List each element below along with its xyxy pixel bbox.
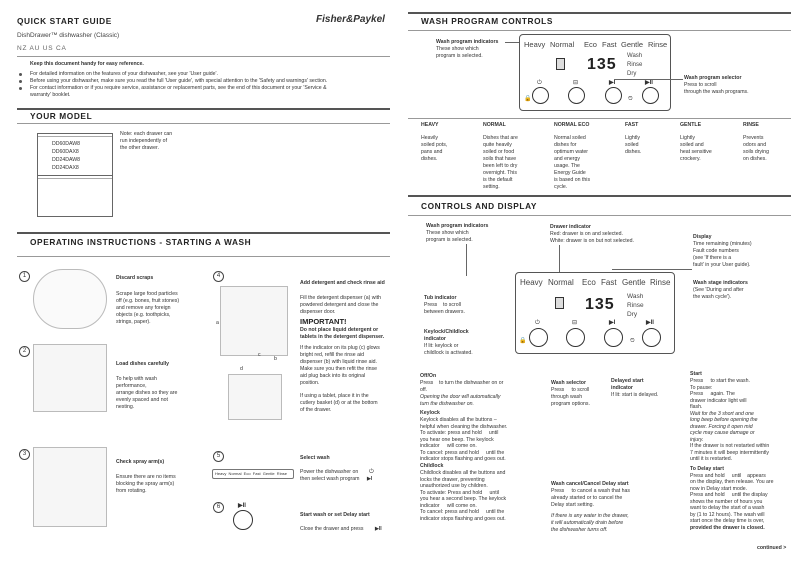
- tub-button[interactable]: [568, 87, 585, 104]
- ctl-select-icon: ▶I: [609, 320, 616, 326]
- operating-rule-bottom: [17, 256, 390, 257]
- ctl-offon-1: Press to turn the dishwasher on or: [420, 380, 504, 386]
- program-desc-line: soils drying: [743, 149, 769, 155]
- ctl-keylock-ind-title: Keylock/Childlock: [424, 329, 469, 335]
- operating-rule: [17, 232, 390, 234]
- step-4-line-3: dispenser door.: [300, 309, 336, 315]
- start-italic-line: long beep before opening the: [690, 417, 758, 423]
- start-pause-icon: ▶II: [238, 503, 246, 509]
- childlock-line: locks the drawer, preventing: [420, 476, 485, 483]
- ctl-offon-title: Off/On: [420, 373, 437, 379]
- program-desc-line: Lightly: [680, 135, 695, 141]
- start-italic-line: cycle may cause damage or: [690, 430, 755, 436]
- leader-line: [614, 79, 683, 80]
- prog-eco: Eco: [584, 40, 597, 49]
- program-desc-line: soiled and: [680, 142, 704, 148]
- program-desc-line: on dishes.: [743, 156, 767, 162]
- model-rule: [17, 108, 390, 110]
- ctl-wash-ind-title: Wash program indicators: [426, 223, 489, 229]
- operating-heading: OPERATING INSTRUCTIONS - STARTING A WASH: [30, 237, 252, 247]
- ctl-drawer-indicator-icon: [555, 297, 564, 309]
- selector-title: Wash program selector: [684, 75, 742, 81]
- brand-logo: Fisher&Paykel: [316, 14, 385, 25]
- intro-bullet-3-cont: warranty' booklet.: [30, 92, 71, 98]
- ctl-tub-button[interactable]: [566, 328, 585, 347]
- keylock-line: helpful when cleaning the dishwasher.: [420, 423, 508, 430]
- ctl-stage-wash: Wash: [627, 293, 644, 300]
- step-3-title: Check spray arm(s): [116, 459, 165, 465]
- ctl-lock-icon: 🔒: [519, 338, 527, 344]
- ctl-cancel-3: Delay start setting.: [551, 502, 594, 508]
- program-desc-line: setting.: [483, 184, 500, 190]
- step-5-line-1: Power the dishwasher on: [300, 469, 359, 475]
- program-desc-line: been left to dry: [483, 163, 518, 169]
- step-1-title: Discard scraps: [116, 275, 154, 281]
- step-1-line-5: strings, paper).: [116, 319, 151, 325]
- program-desc-line: Lightly: [625, 135, 640, 141]
- delay-line: by (1 to 12 hours). The wash will: [690, 511, 765, 518]
- important-line-1: Do not place liquid detergent or: [300, 327, 379, 333]
- tub-icon: ⊟: [573, 80, 579, 86]
- ctl-delay-ind-title: Delayed start: [611, 378, 644, 384]
- select-icon: ▶I: [367, 476, 373, 482]
- prog-gentle: Gentle: [621, 40, 644, 49]
- step-4-more-10: of the drawer.: [300, 407, 332, 413]
- step-6-line-1: Close the drawer and press: [300, 526, 364, 532]
- program-desc-line: is the default: [483, 177, 513, 183]
- ctl-wash-sel-2: through wash: [551, 394, 583, 400]
- step-4-more-6: position.: [300, 380, 320, 386]
- wash-select-button[interactable]: [605, 87, 622, 104]
- delay-line: now in Delay start mode.: [690, 485, 748, 492]
- model-2: DD60DAX8: [52, 149, 79, 155]
- spray-arm-illustration: [33, 447, 107, 527]
- start-pause-icon: ▶II: [645, 80, 653, 86]
- ctl-cancel-it-1: If there is any water in the drawer,: [551, 513, 629, 519]
- childlock-line: To cancel: press and hold until the: [420, 509, 505, 515]
- step-4-more-9: cutlery basket (d) or at the bottom: [300, 400, 378, 406]
- step-3-line-2: blocking the spray arm(s): [116, 481, 175, 487]
- ctl-tub-ind-title: Tub indicator: [424, 295, 457, 301]
- start-italic-line: Wait for the 3 short and one: [690, 410, 754, 417]
- program-desc-line: Energy Guide: [554, 170, 586, 176]
- program-desc-line: Dishes that are: [483, 135, 518, 141]
- select-icon: ▶I: [609, 80, 616, 86]
- ctl-wash-ind-2: program is selected.: [426, 237, 473, 243]
- ctl-keylock-ind-title2: indicator: [424, 336, 446, 342]
- controls-rule: [408, 215, 791, 216]
- ctl-wash-sel-1: Press to scroll: [551, 387, 590, 393]
- childlock-line: indicator stops flashing and goes out.: [420, 515, 506, 522]
- program-desc-line: optimum water: [554, 149, 589, 155]
- stage-wash: Wash: [627, 53, 643, 59]
- ctl-tub-ind-2: between drawers.: [424, 309, 465, 315]
- ctl-keylock-title: Keylock: [420, 410, 440, 416]
- program-desc-line: overnight. This: [483, 170, 517, 176]
- start-more-line: 7 minutes it will beep intermittently: [690, 449, 769, 456]
- program-name: HEAVY: [421, 122, 439, 128]
- program-desc-line: crockery.: [680, 156, 701, 162]
- program-name: FAST: [625, 122, 639, 128]
- prog-heavy: Heavy: [524, 40, 546, 49]
- start-button[interactable]: [642, 87, 659, 104]
- step-4-more-1: If the indicator on its plug (c) glows: [300, 345, 380, 351]
- label-a: a: [216, 320, 219, 326]
- step-5-number: 5: [213, 451, 224, 462]
- step-5-line-2: then select wash program: [300, 476, 360, 482]
- intro-bullet-1: For detailed information on the features of your dishwasher, see your 'User guide'.: [30, 71, 218, 77]
- ctl-offon-it-1: Opening the door will automatically: [420, 394, 501, 400]
- childlock-line: indicator will come on.: [420, 502, 477, 509]
- model-note-2: run independently of: [120, 138, 168, 144]
- step-2-line-4: evenly spaced and not: [116, 397, 168, 403]
- delay-line: shows the number of hours you: [690, 498, 763, 505]
- step-1-line-2: off (e.g. bones, fruit stones): [116, 298, 180, 304]
- ctl-power-button[interactable]: [529, 328, 548, 347]
- step-1-line-3: and remove any foreign: [116, 305, 171, 311]
- program-name: NORMAL ECO: [554, 122, 590, 128]
- guide-title: QUICK START GUIDE: [17, 16, 112, 26]
- start-button-illustration: [233, 510, 253, 530]
- ctl-power-icon: ⏻: [535, 320, 540, 326]
- ctl-stage-ind-title: Wash stage indicators: [693, 280, 748, 286]
- delay-title: To Delay start: [690, 465, 724, 472]
- indicators-text-1: These show which: [436, 46, 479, 52]
- step-4-more-8: If using a tablet, place it in the: [300, 393, 369, 399]
- program-desc-line: and energy: [554, 156, 580, 162]
- programs-heading: WASH PROGRAM CONTROLS: [421, 16, 553, 26]
- keylock-line: To activate: press and hold until: [420, 430, 499, 436]
- start-title: Start: [690, 371, 702, 377]
- indicators-title: Wash program indicators: [436, 39, 499, 45]
- product-name: DishDrawer™ dishwasher (Classic): [17, 32, 120, 39]
- region-codes: NZ AU US CA: [17, 45, 67, 52]
- ctl-display-4: fault' in your User guide).: [693, 262, 751, 268]
- ctl-display-title: Display: [693, 234, 712, 240]
- intro-bullet-2: Before using your dishwasher, make sure you read the full 'User guide', with special attention to the 'Safety and warnings' section.: [30, 78, 328, 84]
- start-more-line: until it is restarted.: [690, 456, 733, 462]
- delay-line: Press and hold until the display: [690, 492, 768, 498]
- step-4-title: Add detergent and check rinse aid: [300, 280, 385, 286]
- keylock-line: indicator stops flashing and goes out.: [420, 456, 506, 462]
- program-desc-line: is based on this: [554, 177, 591, 183]
- ctl-tub-icon: ⊟: [572, 320, 578, 326]
- program-desc-line: Heavily: [421, 135, 439, 141]
- controls-top-rule: [408, 195, 791, 197]
- start-line: drawer indicator light will: [690, 397, 747, 404]
- model-rule-bottom: [17, 123, 390, 124]
- model-1: DD60DAW8: [52, 141, 81, 147]
- ctl-prog-heavy: Heavy: [520, 278, 543, 287]
- program-desc-line: Prevents: [743, 135, 764, 141]
- start-italic-line: drawer. Forcing it open mid: [690, 423, 753, 430]
- keylock-line: Keylock disables all the buttons –: [420, 417, 497, 423]
- programs-rule: [408, 30, 791, 31]
- step-2-number: 2: [19, 346, 30, 357]
- program-desc-line: soiled: [625, 142, 639, 148]
- start-line: Press to start the wash.: [690, 378, 750, 384]
- ctl-display-1: Time remaining (minutes): [693, 241, 752, 247]
- model-note-3: the other drawer.: [120, 145, 159, 151]
- ctl-prog-rinse: Rinse: [650, 278, 671, 287]
- step-6-number: 6: [213, 502, 224, 513]
- cutlery-basket-illustration: [228, 374, 282, 420]
- start-line: Press again. The: [690, 391, 735, 397]
- continued-label: continued >: [757, 545, 787, 551]
- bullet: [19, 80, 22, 83]
- ctl-offon-2: off.: [420, 387, 428, 393]
- scraps-illustration: [33, 269, 107, 329]
- ctl-wash-sel-title: Wash selector: [551, 380, 586, 386]
- ctl-cancel-2: already started or to cancel the: [551, 495, 623, 501]
- program-desc-line: dishes.: [625, 149, 642, 155]
- step-1-line-4: objects (e.g. toothpicks,: [116, 312, 171, 318]
- leader-line: [466, 244, 467, 276]
- stage-dry: Dry: [627, 71, 637, 77]
- start-italic-line: injury.: [690, 436, 704, 443]
- keylock-line: indicator will come on.: [420, 443, 477, 449]
- ctl-stage-ind-1: (See 'During and after: [693, 287, 744, 293]
- ctl-stage-ind-2: the wash cycle').: [693, 294, 732, 300]
- ctl-start-pause-icon: ▶II: [646, 320, 654, 326]
- model-3: DD24DAW8: [52, 157, 81, 163]
- ctl-display-3: (see 'If there is a: [693, 255, 732, 261]
- prog-rinse: Rinse: [648, 40, 668, 49]
- program-desc-line: odors and: [743, 142, 767, 148]
- ctl-cancel-title: Wash cancel/Cancel Delay start: [551, 481, 629, 487]
- selector-text-1: Press to scroll: [684, 82, 717, 88]
- program-desc-line: heat sensitive: [680, 149, 712, 155]
- model-heading: YOUR MODEL: [30, 111, 93, 121]
- controls-heading: CONTROLS AND DISPLAY: [421, 201, 538, 211]
- ctl-childlock-title: Childlock: [420, 463, 444, 469]
- start-more-line: If the drawer is not restarted within: [690, 443, 770, 449]
- start-line: flash.: [690, 404, 703, 410]
- program-desc-line: soils that have: [483, 156, 517, 162]
- childlock-line: Childlock disables all the buttons and: [420, 470, 506, 476]
- ctl-prog-eco: Eco: [582, 278, 596, 287]
- important-line-2: tablets in the detergent dispenser.: [300, 334, 385, 340]
- keep-note: Keep this document handy for easy reference.: [30, 61, 144, 67]
- dishes-illustration: [33, 344, 107, 412]
- step-2-title: Load dishes carefully: [116, 361, 170, 367]
- ctl-delay-ind-1: If lit: start is delayed.: [611, 392, 659, 398]
- step-4-line-2: powdered detergent and close the: [300, 302, 379, 308]
- programs-top-rule: [408, 12, 791, 14]
- childlock-line: To activate: Press and hold until: [420, 489, 500, 496]
- ctl-delay-icon: ⏲: [630, 338, 635, 344]
- ctl-stage-rinse: Rinse: [627, 302, 644, 309]
- ctl-wash-ind-1: These show which: [426, 230, 469, 236]
- power-icon: ⏻: [369, 469, 374, 475]
- program-table-rule: [408, 118, 791, 119]
- program-desc-line: soiled pots,: [421, 142, 448, 148]
- ctl-wash-select-button[interactable]: [604, 328, 623, 347]
- stage-rinse: Rinse: [627, 62, 643, 68]
- step-2-line-5: nesting.: [116, 404, 135, 410]
- ctl-prog-normal: Normal: [548, 278, 574, 287]
- ctl-cancel-it-3: the dishwasher turns off.: [551, 527, 608, 533]
- ctl-drawer-ind-2: White: drawer is on but not selected.: [550, 238, 634, 244]
- step-4-more-5: aid plug back into its original: [300, 373, 366, 379]
- step-4-line-1: Fill the detergent dispenser (a) with: [300, 295, 382, 301]
- model-note-1: Note: each drawer can: [120, 131, 173, 137]
- ctl-drawer-ind-1: Red: drawer is on and selected.: [550, 231, 623, 237]
- childlock-line: you hear a second beep. The keylock: [420, 496, 507, 502]
- prog-fast: Fast: [602, 40, 617, 49]
- intro-bullet-3: For contact information or if you require service, assistance or replacement parts, see the end of this document or your 'Service &: [30, 85, 327, 91]
- step-6-title: Start wash or set Delay start: [300, 512, 370, 518]
- ctl-display-2: Fault code numbers: [693, 248, 739, 254]
- program-desc-line: dishes.: [421, 156, 438, 162]
- program-desc-line: pans and: [421, 149, 443, 155]
- header-rule: [17, 56, 390, 57]
- program-desc-line: soiled or food: [483, 149, 515, 155]
- step-1-number: 1: [19, 271, 30, 282]
- ctl-cancel-1: Press to cancel a wash that has: [551, 488, 631, 494]
- keylock-line: you hear one beep. The keylock: [420, 436, 494, 443]
- ctl-prog-fast: Fast: [601, 278, 617, 287]
- label-c: c: [258, 352, 261, 358]
- ctl-drawer-ind-title: Drawer indicator: [550, 224, 591, 230]
- ctl-keylock-ind-1: If lit: keylock or: [424, 343, 459, 349]
- delay-icon: ⏲: [628, 96, 633, 102]
- start-line: To pause:: [690, 384, 713, 391]
- keylock-line: To cancel: press and hold until the: [420, 449, 505, 456]
- ctl-tub-ind-1: Press to scroll: [424, 302, 461, 308]
- step-1-line-1: Scrape large food particles: [116, 291, 178, 297]
- step-4-more-3: dispenser (b) with liquid rinse aid.: [300, 359, 377, 365]
- indicators-text-2: program is selected.: [436, 53, 483, 59]
- step-4-more-2: bright red, refill the rinse aid: [300, 352, 365, 358]
- program-desc-line: usage. The: [554, 163, 580, 169]
- prog-normal: Normal: [550, 40, 575, 49]
- power-icon: ⏻: [537, 80, 542, 86]
- program-desc-line: Normal soiled: [554, 135, 586, 141]
- model-4: DD24DAX8: [52, 165, 79, 171]
- lock-icon: 🔒: [524, 96, 532, 102]
- delay-line: start once the delay time is over,: [690, 518, 765, 524]
- step-3-line-1: Ensure there are no items: [116, 474, 176, 480]
- program-name: NORMAL: [483, 122, 506, 128]
- bullet: [19, 87, 22, 90]
- delay-line: on the display, then release. You are: [690, 479, 774, 485]
- step-3-line-3: from rotating.: [116, 488, 147, 494]
- program-strip: Heavy Normal Eco Fast Gentle Rinse: [212, 469, 294, 479]
- ctl-offon-it-2: turn the dishwasher on.: [420, 401, 474, 407]
- ctl-delay-ind-title2: indicator: [611, 385, 633, 391]
- start-icon: ▶II: [375, 526, 382, 532]
- label-d: d: [240, 366, 243, 372]
- step-3-number: 3: [19, 449, 30, 460]
- step-4-number: 4: [213, 271, 224, 282]
- power-button[interactable]: [532, 87, 549, 104]
- selector-text-2: through the wash programs.: [684, 89, 749, 95]
- program-name: GENTLE: [680, 122, 702, 128]
- delay-line: want to delay the start of a wash: [690, 505, 765, 511]
- ctl-wash-sel-3: program options.: [551, 401, 590, 407]
- ctl-cancel-it-2: it will automatically drain before: [551, 520, 624, 526]
- childlock-line: unauthorized use by children.: [420, 483, 488, 489]
- detergent-illustration: [220, 286, 288, 356]
- step-2-line-2: performance,: [116, 383, 147, 389]
- step-2-line-3: arrange dishes so they are: [116, 390, 178, 396]
- ctl-time-display: 135: [585, 296, 615, 313]
- important-heading: IMPORTANT!: [300, 317, 347, 326]
- step-4-more-4: Make sure you then refit the rinse: [300, 366, 377, 372]
- leader-line: [612, 269, 692, 270]
- ctl-stage-dry: Dry: [627, 311, 638, 318]
- step-2-line-1: To help with wash: [116, 376, 157, 382]
- program-desc-line: dishes for: [554, 142, 577, 148]
- program-desc-line: cycle.: [554, 184, 568, 190]
- bullet: [19, 73, 22, 76]
- drawer-indicator-icon: [556, 58, 565, 70]
- delay-last-line: provided the drawer is closed.: [690, 524, 765, 531]
- program-name: RINSE: [743, 122, 759, 128]
- ctl-start-button[interactable]: [642, 328, 661, 347]
- program-desc-line: quite heavily: [483, 142, 512, 148]
- label-b: b: [274, 356, 277, 362]
- delay-line: Press and hold until appears: [690, 472, 766, 479]
- ctl-prog-gentle: Gentle: [622, 278, 646, 287]
- step-5-title: Select wash: [300, 455, 330, 461]
- ctl-keylock-ind-2: childlock is activated.: [424, 350, 473, 356]
- time-display: 135: [587, 56, 617, 73]
